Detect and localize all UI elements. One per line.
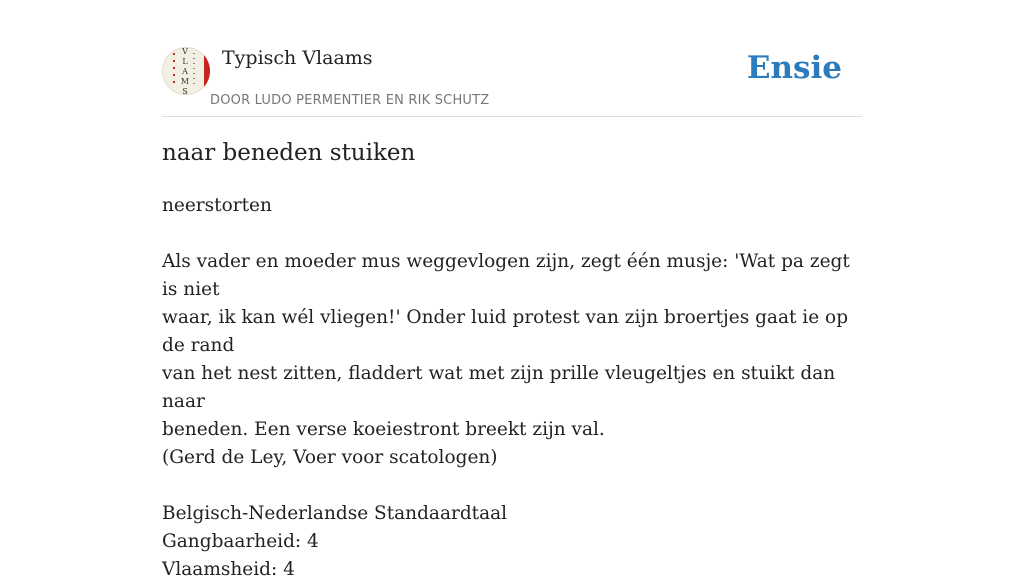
cover-letter: S [182, 87, 188, 95]
header [162, 0, 862, 117]
entry-content [162, 192, 862, 584]
language-label: Belgisch-Nederlandse Standaardtaal [162, 503, 508, 524]
ensie-logo-link[interactable]: Ensie [746, 50, 842, 86]
gangbaarheid-label: Gangbaarheid: 4 [162, 531, 319, 552]
example-line: waar, ik kan wél vliegen!' Onder luid protest van zijn broertjes gaat ie op de rand [162, 307, 849, 356]
cover-red-strip [204, 47, 210, 95]
book-title-link[interactable]: Typisch Vlaams [222, 47, 373, 69]
cover-letter: M [180, 77, 190, 86]
example-line: van het nest zitten, fladdert wat met zijn prille vleugeltjes en stuikt dan naar [162, 363, 836, 412]
cover-letters [177, 47, 193, 95]
example-line: beneden. Een verse koeiestront breekt zijn val. [162, 419, 605, 440]
cover-letter: V [182, 47, 188, 56]
page [162, 0, 862, 580]
book-cover-avatar[interactable] [162, 47, 210, 95]
example-line: Als vader en moeder mus weggevlogen zijn, zegt één musje: 'Wat pa zegt is niet [162, 251, 850, 300]
cover-red-ticks [173, 53, 175, 87]
authors-label: DOOR LUDO PERMENTIER EN RIK SCHUTZ [210, 93, 490, 108]
cover-gray-ticks [193, 53, 195, 87]
entry-definition: neerstorten [162, 195, 272, 216]
cover-letter: A [182, 67, 188, 76]
example-source: (Gerd de Ley, Voer voor scatologen) [162, 447, 498, 468]
cover-letter: L [182, 57, 188, 66]
entry-title: naar beneden stuiken [162, 140, 416, 166]
vlaamsheid-label: Vlaamsheid: 4 [162, 559, 295, 580]
